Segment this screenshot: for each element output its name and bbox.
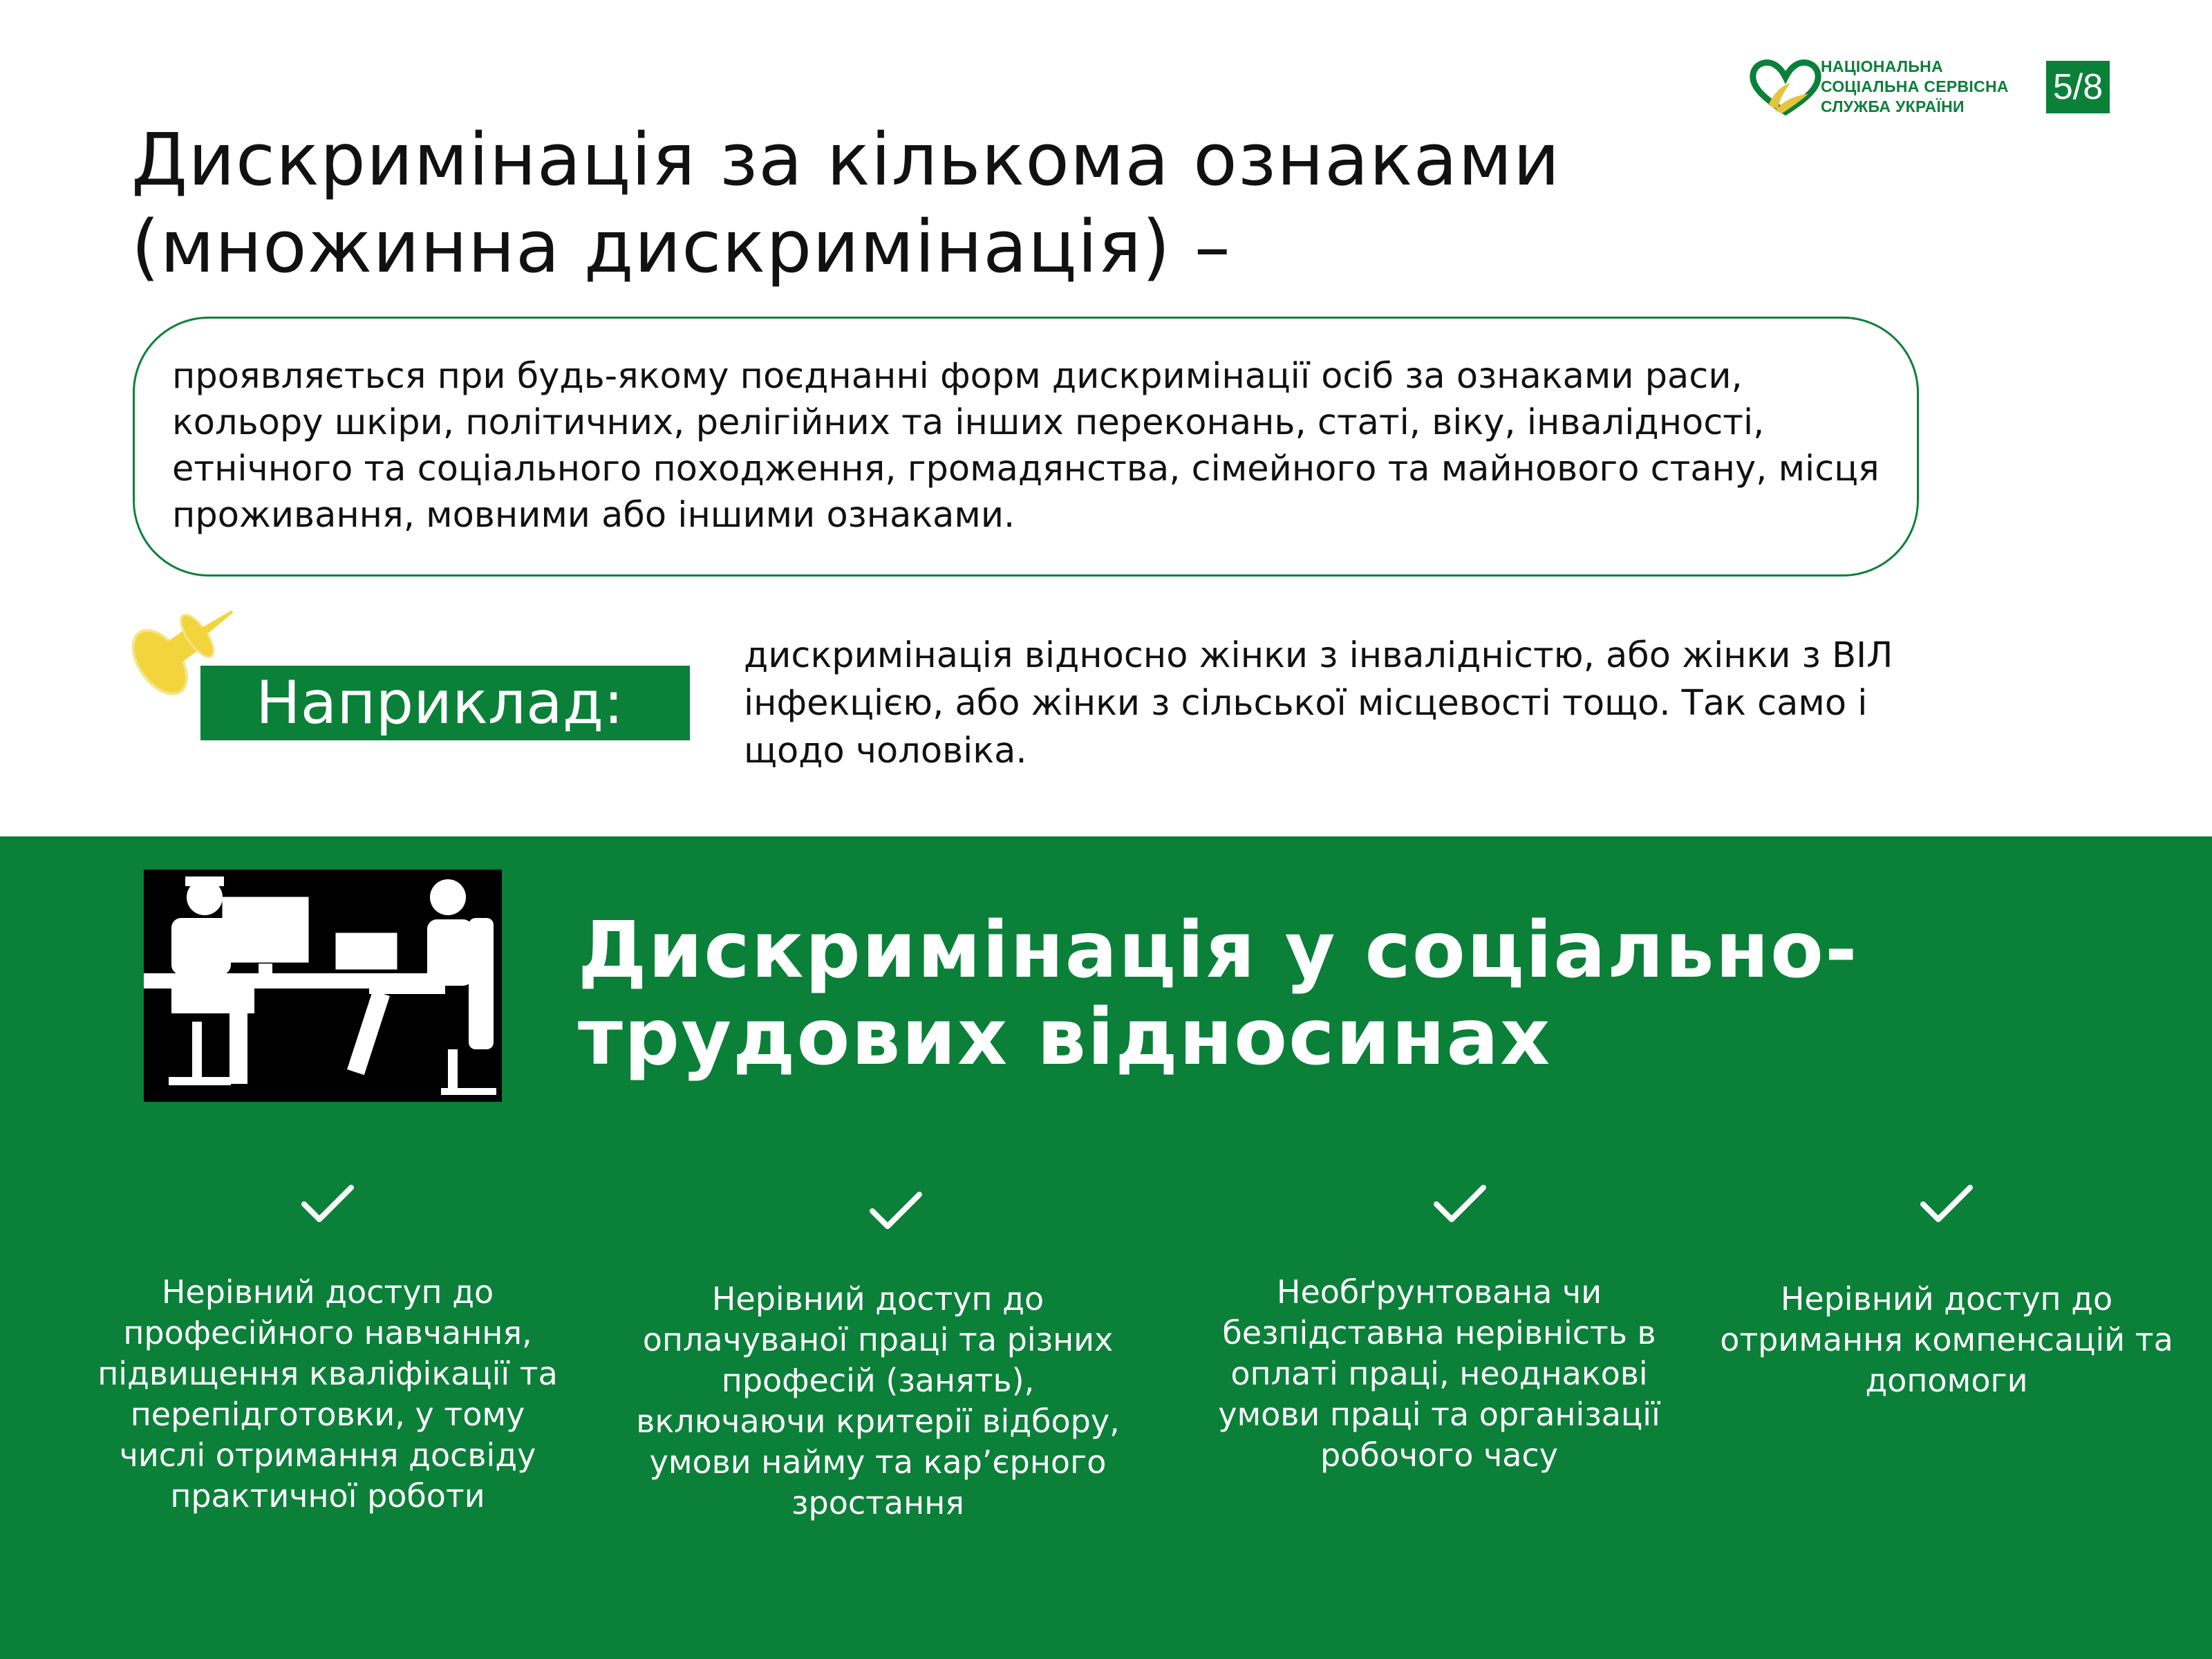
section-title-line: трудових відносинах: [578, 993, 1552, 1082]
definition-text: проявляється при будь-якому поєднанні форм дискримінації осіб за ознаками раси, кольору шкіри, політичних, релігійних та інших переконань, статі, віку, інвалідності, етнічного та соціального походження, громадянства, сімейного та майнового стану, місця проживання, мовними або іншими ознаками.: [172, 356, 1880, 536]
list-item: Нерівний доступ до отримання компенсацій та допомоги: [1720, 1280, 2173, 1399]
page-title-line: (множинна дискримінація) –: [131, 205, 1231, 289]
page-title: [131, 116, 1859, 290]
section-title-line: Дискримінація у соціально-: [578, 906, 1859, 995]
list-item: Нерівний доступ до оплачуваної праці та різних професій (занять), включаючи критерії відбору, умови найму та кар’єрного зростання: [636, 1280, 1120, 1521]
checkmark-icon: [868, 1190, 924, 1232]
list-item: Необґрунтована чи безпідставна нерівність в оплаті праці, неоднакові умови праці та організації робочого часу: [1218, 1273, 1660, 1474]
example-text: дискримінація відносно жінки з інвалідністю, або жінки з ВІЛ інфекцією, або жінки з сільської місцевості тощо. Так само і щодо чоловіка.: [744, 635, 1893, 771]
logo-line: СОЦІАЛЬНА СЕРВІСНА: [1821, 77, 2009, 95]
page-title-line: Дискримінація за кількома ознаками: [131, 118, 1561, 202]
logo-line: НАЦІОНАЛЬНА: [1821, 57, 1943, 75]
logo-line: СЛУЖБА УКРАЇНИ: [1821, 97, 1965, 115]
section-title: [578, 907, 2030, 1081]
definition-box: [133, 317, 1919, 577]
office-workers-illustration: [144, 870, 502, 1102]
logo-heart-icon: [1747, 57, 1824, 119]
brand-logo: [1747, 57, 2038, 119]
checkmark-icon: [1432, 1183, 1488, 1225]
logo-text: [1821, 57, 2009, 117]
example-label: Наприклад:: [200, 666, 690, 740]
list-item: Нерівний доступ до професійного навчання, підвищення кваліфікації та перепідготовки, у тому числі отримання досвіду практичної роботи: [97, 1273, 558, 1515]
checkmark-icon: [1919, 1183, 1974, 1225]
checkmark-icon: [300, 1183, 355, 1225]
page-number-badge: 5/8: [2046, 61, 2110, 113]
